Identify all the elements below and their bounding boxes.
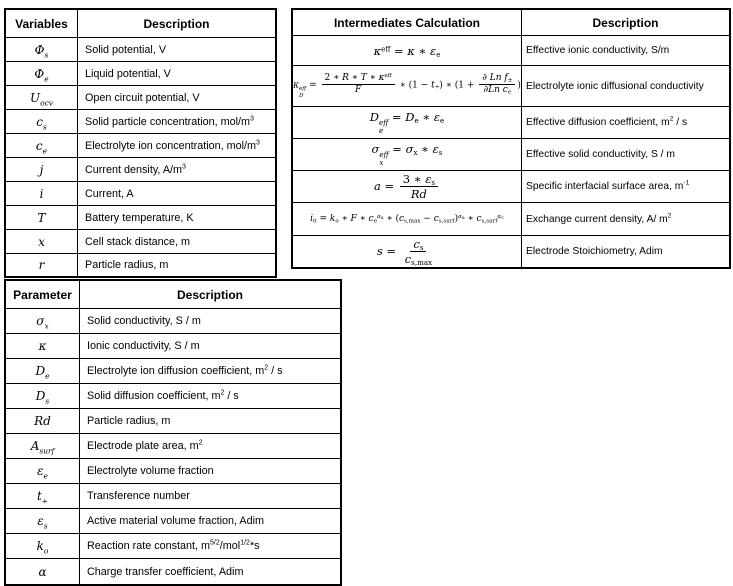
symbol-cell: j: [5, 158, 78, 182]
symbol-cell: $\Phi_e$: [5, 62, 78, 86]
description-cell: Electrode plate area, $m^2$: [80, 434, 342, 459]
variables-column-header: Description: [78, 9, 277, 38]
parameters-table-row: [5, 334, 341, 359]
equation-cell: κ eff D = $\frac{2 ∗ R ∗ T ∗ \kappa^{eff}}{F}$ ∗ $(1 - t_+)$ ∗ (1 + $\frac{\partial Ln f_\pm}{\partial Ln c_e}$ ): [292, 66, 522, 107]
symbol-cell: T: [5, 206, 78, 230]
variables-table-row: [5, 38, 276, 62]
variables-header-row: [5, 9, 276, 38]
symbol-cell: i: [5, 182, 78, 206]
variables-table-row: [5, 86, 276, 110]
intermediates-table-row: [292, 139, 730, 171]
description-cell: Electrolyte ion concentration, mol/$m^3$: [78, 134, 277, 158]
parameters-header-row: [5, 280, 341, 309]
symbol-cell: $k_o$: [5, 534, 80, 559]
description-cell: Effective ionic conductivity, S/m: [522, 36, 731, 66]
fraction: $\frac{\partial Ln f_\pm}{\partial Ln c_e}$: [479, 73, 515, 97]
description-cell: Solid conductivity, S / m: [80, 309, 342, 334]
variables-table-row: [5, 254, 276, 278]
intermediates-table-row: [292, 171, 730, 203]
fraction: $\frac{3 ∗ \varepsilon_s}{Rd}$: [400, 172, 438, 202]
stacked-subsup: eff x: [379, 149, 389, 167]
stacked-subsup: eff D: [298, 86, 307, 99]
parameters-table-row: [5, 309, 341, 334]
description-cell: Active material volume fraction, Adim: [80, 509, 342, 534]
description-cell: Solid particle concentration, mol/$m^3$: [78, 110, 277, 134]
symbol-cell: $t_+$: [5, 484, 80, 509]
equation-cell: a = $\frac{3 ∗ \varepsilon_s}{Rd}$: [292, 171, 522, 203]
parameters-table-row: [5, 509, 341, 534]
symbol-cell: $c_s$: [5, 110, 78, 134]
parameters-table-row: [5, 384, 341, 409]
variables-table-row: [5, 158, 276, 182]
symbol-cell: Rd: [5, 409, 80, 434]
equation-cell: σ eff x = $\sigma_x$ ∗ $\varepsilon_s$: [292, 139, 522, 171]
description-cell: Solid potential, V: [78, 38, 277, 62]
variables-table-row: [5, 134, 276, 158]
description-cell: Current density, $A/m^3$: [78, 158, 277, 182]
description-cell: Battery temperature, K: [78, 206, 277, 230]
parameters-table: [4, 279, 342, 586]
description-cell: Current, A: [78, 182, 277, 206]
symbol-cell: α: [5, 559, 80, 586]
symbol-cell: $\varepsilon_e$: [5, 459, 80, 484]
equation-cell: D eff e = $D_e$ ∗ $\varepsilon_e$: [292, 107, 522, 139]
symbol-cell: κ: [5, 334, 80, 359]
intermediates-table-row: [292, 107, 730, 139]
description-cell: Effective solid conductivity, S / m: [522, 139, 731, 171]
description-cell: Electrolyte ionic diffusional conductivity: [522, 66, 731, 107]
fraction: $\frac{c_s}{c_{s,max}}$: [404, 236, 433, 267]
symbol-cell: $A_{surf}$: [5, 434, 80, 459]
parameters-table-row: [5, 459, 341, 484]
symbol-cell: $U_{ocv}$: [5, 86, 78, 110]
variables-table-row: [5, 230, 276, 254]
parameters-table-row: [5, 359, 341, 384]
symbol-cell: r: [5, 254, 78, 278]
description-cell: Exchange current density, A/ $m^2$: [522, 203, 731, 236]
equation-cell: $\kappa^{eff} = \kappa$ ∗ $\varepsilon_e$: [292, 36, 522, 66]
symbol-cell: $D_e$: [5, 359, 80, 384]
intermediates-header-row: [292, 9, 730, 36]
symbol-cell: $\varepsilon_s$: [5, 509, 80, 534]
variables-table-row: [5, 62, 276, 86]
description-cell: Particle radius, m: [78, 254, 277, 278]
description-cell: Cell stack distance, m: [78, 230, 277, 254]
intermediates-table-row: [292, 36, 730, 66]
symbol-cell: x: [5, 230, 78, 254]
description-cell: Reaction rate constant, $m^{5/2}/mol^{1/2}*s$: [80, 534, 342, 559]
description-cell: Effective diffusion coefficient, $m^2$ / s: [522, 107, 731, 139]
parameters-table-row: [5, 409, 341, 434]
parameters-table-row: [5, 434, 341, 459]
parameters-table-row: [5, 534, 341, 559]
variables-table-row: [5, 182, 276, 206]
description-cell: Ionic conductivity, S / m: [80, 334, 342, 359]
symbol-cell: $\Phi_s$: [5, 38, 78, 62]
parameters-column-header: Description: [80, 280, 342, 309]
description-cell: Particle radius, m: [80, 409, 342, 434]
stacked-subsup: eff e: [379, 117, 389, 135]
intermediates-column-header: Intermediates Calculation: [292, 9, 522, 36]
parameters-column-header: Parameter: [5, 280, 80, 309]
variables-column-header: Variables: [5, 9, 78, 38]
description-cell: Transference number: [80, 484, 342, 509]
intermediates-table-row: [292, 203, 730, 236]
description-cell: Solid diffusion coefficient, $m^2$ / s: [80, 384, 342, 409]
description-cell: Electrode Stoichiometry, Adim: [522, 236, 731, 269]
description-cell: Charge transfer coefficient, Adim: [80, 559, 342, 586]
equation-cell: $i_0 = k_o$ ∗ F ∗ $c_e^{\alpha_a}$ ∗ $(c_{s,max} - c_{s,surf})^{\alpha_a}$ ∗ $c_{s,surf}^{\alpha_c}$: [292, 203, 522, 236]
description-cell: Liquid potential, V: [78, 62, 277, 86]
symbol-cell: $D_s$: [5, 384, 80, 409]
intermediates-column-header: Description: [522, 9, 731, 36]
variables-table-row: [5, 206, 276, 230]
fraction: $\frac{2 ∗ R ∗ T ∗ \kappa^{eff}}{F}$: [322, 73, 395, 97]
variables-table: [4, 8, 277, 278]
description-cell: Specific interfacial surface area, $m^{-1}$: [522, 171, 731, 203]
parameters-table-row: [5, 484, 341, 509]
equation-cell: s = $\frac{c_s}{c_{s,max}}$: [292, 236, 522, 269]
symbol-cell: $\sigma_x$: [5, 309, 80, 334]
variables-table-row: [5, 110, 276, 134]
intermediates-table-row: [292, 236, 730, 269]
intermediates-calculation-table: [291, 8, 731, 269]
description-cell: Electrolyte volume fraction: [80, 459, 342, 484]
description-cell: Open circuit potential, V: [78, 86, 277, 110]
description-cell: Electrolyte ion diffusion coefficient, $m^2$ / s: [80, 359, 342, 384]
parameters-table-row: [5, 559, 341, 586]
symbol-cell: $c_e$: [5, 134, 78, 158]
intermediates-table-row: [292, 66, 730, 107]
